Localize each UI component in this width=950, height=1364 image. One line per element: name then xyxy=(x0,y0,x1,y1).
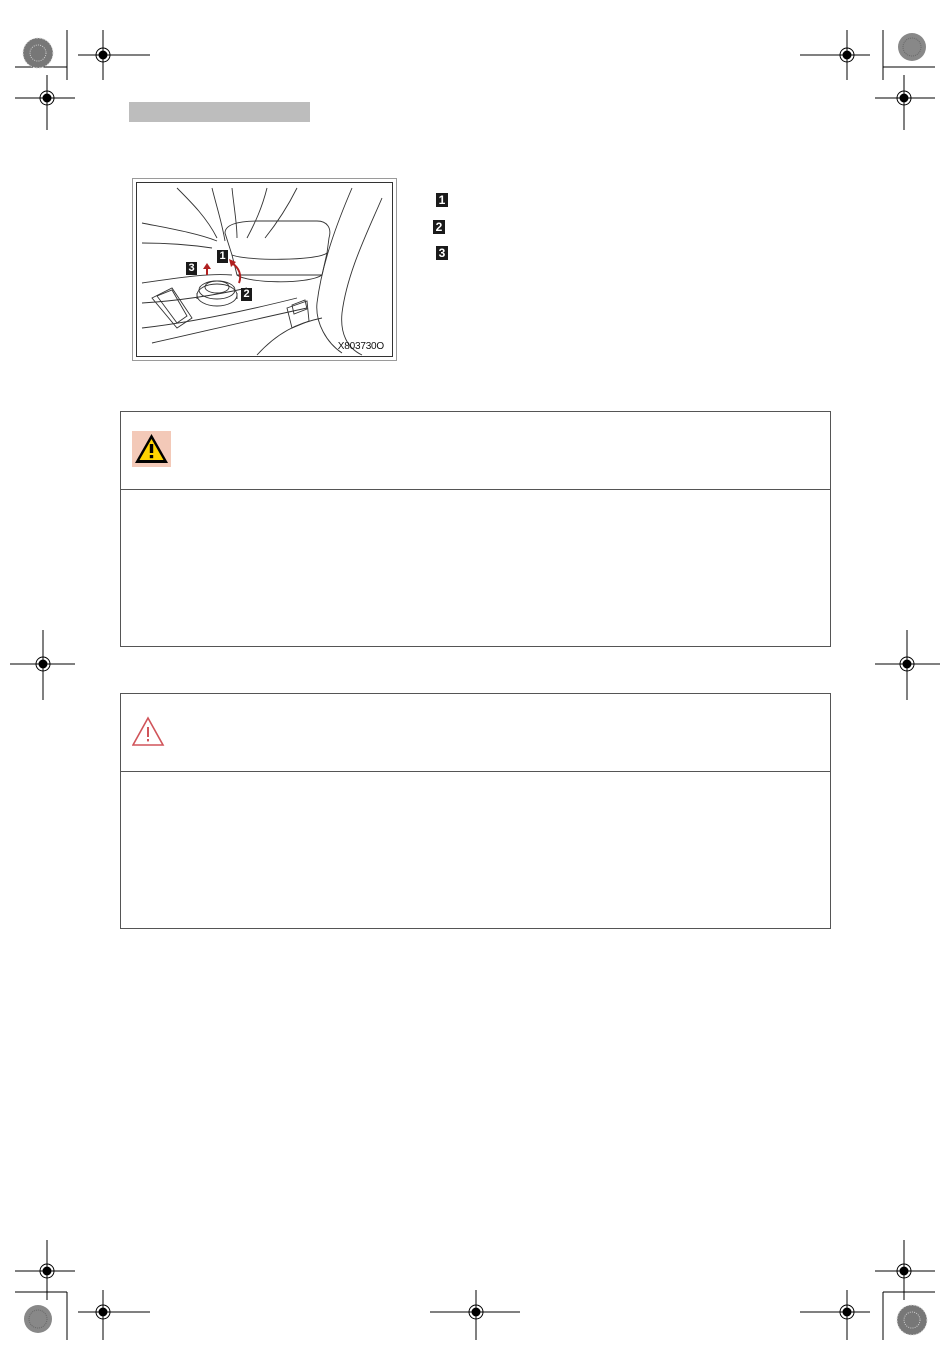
warning-triangle-filled-icon xyxy=(132,431,171,467)
figure-code: X803730O xyxy=(337,341,384,352)
center-console-drawing xyxy=(137,183,392,356)
caution-box xyxy=(120,693,831,929)
legend-number-1: 1 xyxy=(436,193,448,207)
figure-callout-1: 1 xyxy=(217,250,228,263)
warning-box xyxy=(120,411,831,647)
illustration-frame xyxy=(136,182,393,357)
legend-number-3: 3 xyxy=(436,246,448,260)
console-illustration xyxy=(132,178,397,361)
figure-callout-3: 3 xyxy=(186,262,197,275)
caution-box-header xyxy=(121,694,830,772)
warning-box-header xyxy=(121,412,830,490)
section-header-bar xyxy=(129,102,310,122)
warning-triangle-outline-icon xyxy=(132,713,171,749)
legend-number-2: 2 xyxy=(433,220,445,234)
figure-callout-2: 2 xyxy=(241,288,252,301)
